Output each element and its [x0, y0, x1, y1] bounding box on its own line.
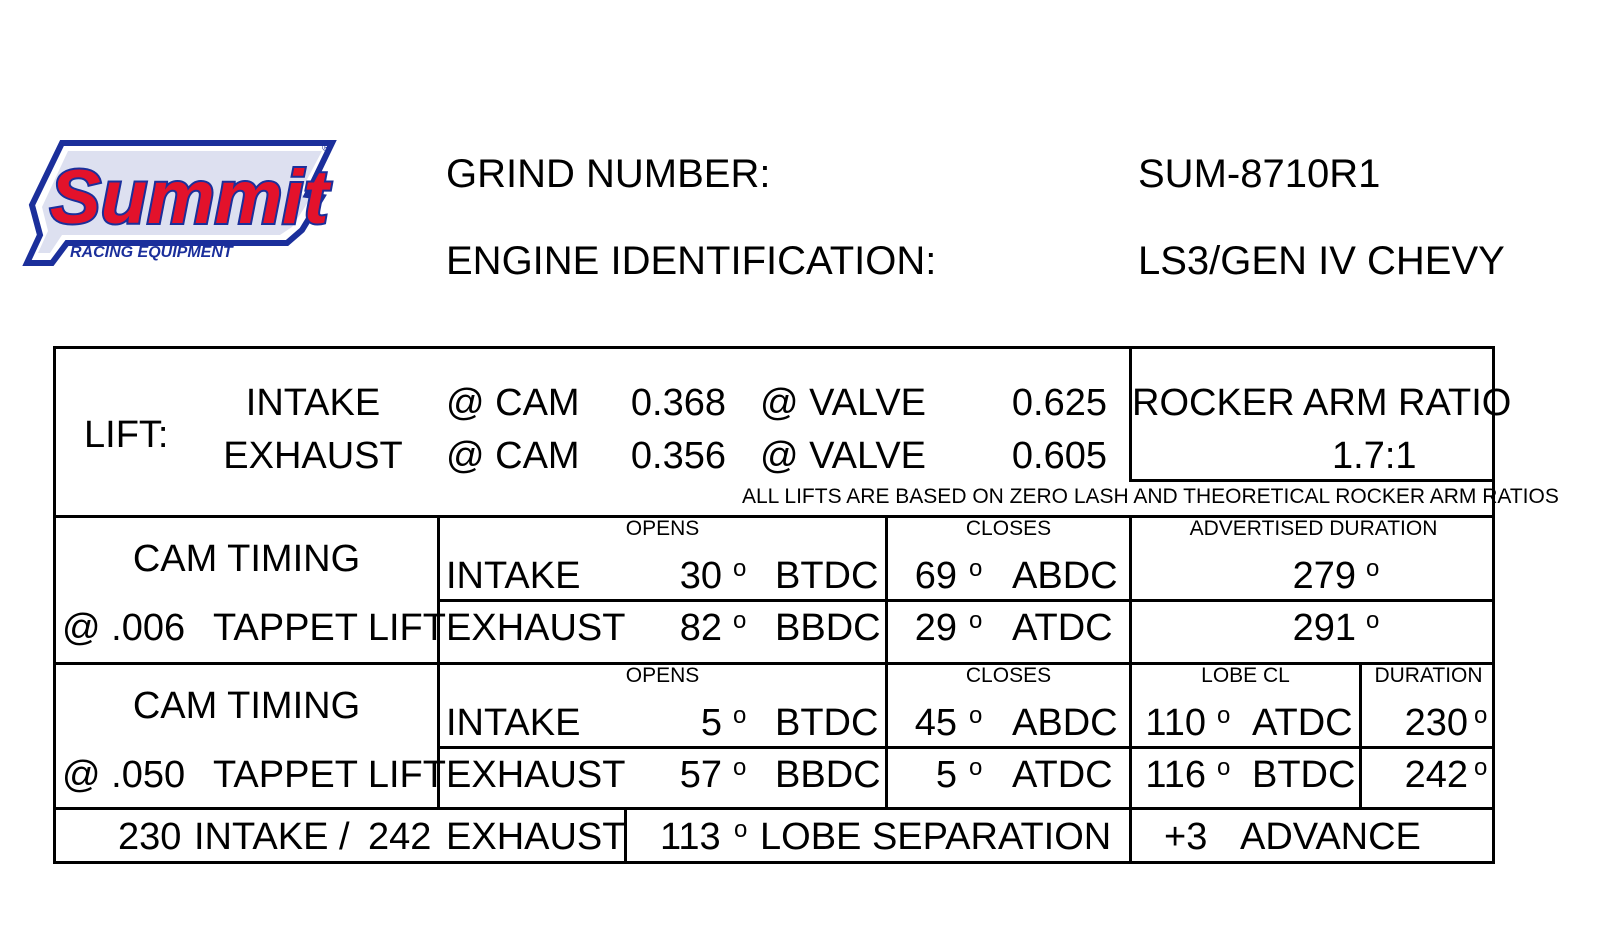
lift-note: ALL LIFTS ARE BASED ON ZERO LASH AND THEORETICAL ROCKER ARM RATIOS: [742, 485, 1559, 508]
summary-lobe-separation-label: LOBE SEPARATION: [760, 816, 1112, 858]
timing050-exhaust-opens-ref: BBDC: [775, 754, 881, 796]
lift-intake-at-valve: @ VALVE: [760, 382, 927, 424]
engine-id-value: LS3/GEN IV CHEVY: [1138, 239, 1505, 283]
timing050-exhaust-lobe-ref: BTDC: [1252, 754, 1356, 796]
degree-symbol: o: [969, 702, 983, 729]
timing006-exhaust-closes-ref: ATDC: [1012, 607, 1113, 649]
timing006-exhaust-opens-ref: BBDC: [775, 607, 881, 649]
degree-symbol: o: [733, 555, 747, 582]
timing050-intake-opens: 5: [700, 702, 722, 744]
timing050-intake-lobe: 110: [1145, 702, 1206, 744]
lift-intake-cam-value: 0.368: [630, 382, 726, 424]
timing050-exhaust-lobe: 116: [1145, 754, 1206, 796]
summary-exhaust-duration: 242: [368, 816, 432, 858]
lift-exhaust-valve-value: 0.605: [1011, 435, 1107, 477]
degree-symbol: o: [733, 607, 747, 634]
timing006-intake-label: INTAKE: [446, 555, 581, 597]
rocker-ratio-value: 1.7:1: [1332, 435, 1417, 477]
degree-symbol: o: [1474, 754, 1488, 781]
timing050-intake-label: INTAKE: [446, 702, 581, 744]
lift-intake-valve-value: 0.625: [1011, 382, 1107, 424]
timing006-tappet: TAPPET LIFT: [213, 607, 446, 649]
degree-symbol: o: [1366, 607, 1380, 634]
row-divider-2: [437, 599, 1495, 602]
summary-exhaust-label: EXHAUST: [446, 816, 626, 858]
timing050-intake-opens-ref: BTDC: [775, 702, 879, 744]
timing050-closes-header: CLOSES: [965, 664, 1052, 687]
timing006-duration-header: ADVERTISED DURATION: [1189, 517, 1438, 540]
summary-advance-value: +3: [1164, 816, 1208, 858]
timing006-intake-opens: 30: [679, 555, 722, 597]
timing050-title: CAM TIMING: [132, 685, 361, 727]
lift-intake-label: INTAKE: [245, 382, 381, 424]
rocker-divider: [1129, 479, 1495, 482]
degree-symbol: o: [1474, 702, 1488, 729]
timing050-exhaust-opens: 57: [679, 754, 722, 796]
lift-label: LIFT:: [84, 414, 169, 456]
grind-number-value: SUM-8710R1: [1138, 152, 1381, 196]
timing050-opens-header: OPENS: [625, 664, 700, 687]
summary-intake-duration: 230: [118, 816, 182, 858]
lift-exhaust-at-valve: @ VALVE: [760, 435, 927, 477]
timing006-exhaust-opens: 82: [679, 607, 722, 649]
row-divider-5: [53, 807, 1495, 810]
timing050-at: @ .050: [62, 754, 186, 796]
lift-intake-at-cam: @ CAM: [446, 382, 580, 424]
timing006-intake-closes-ref: ABDC: [1012, 555, 1118, 597]
degree-symbol: o: [1366, 555, 1380, 582]
timing050-exhaust-duration: 242: [1404, 754, 1468, 796]
engine-id-label: ENGINE IDENTIFICATION:: [446, 239, 937, 283]
timing006-opens-header: OPENS: [625, 517, 700, 540]
timing050-intake-closes: 45: [914, 702, 957, 744]
summary-advance-label: ADVANCE: [1240, 816, 1421, 858]
timing006-intake-opens-ref: BTDC: [775, 555, 879, 597]
timing050-intake-lobe-ref: ATDC: [1252, 702, 1353, 744]
timing050-intake-closes-ref: ABDC: [1012, 702, 1118, 744]
timing006-closes-header: CLOSES: [965, 517, 1052, 540]
timing050-exhaust-label: EXHAUST: [446, 754, 626, 796]
degree-symbol: o: [969, 555, 983, 582]
degree-symbol: o: [1217, 754, 1231, 781]
degree-symbol: o: [969, 754, 983, 781]
timing050-exhaust-closes-ref: ATDC: [1012, 754, 1113, 796]
lift-exhaust-label: EXHAUST: [223, 435, 403, 477]
timing006-exhaust-label: EXHAUST: [446, 607, 626, 649]
logo-tagline: RACING EQUIPMENT: [70, 244, 233, 261]
timing050-duration-header: DURATION: [1374, 664, 1483, 687]
timing050-intake-duration: 230: [1404, 702, 1468, 744]
timing006-exhaust-closes: 29: [914, 607, 957, 649]
timing006-intake-closes: 69: [914, 555, 957, 597]
summary-intake-label: INTAKE /: [194, 816, 350, 858]
logo-registered-mark: ®: [322, 142, 331, 154]
row-divider-4: [437, 746, 1495, 749]
summary-lobe-separation-value: 113: [660, 816, 721, 858]
degree-symbol: o: [733, 702, 747, 729]
timing006-exhaust-duration: 291: [1292, 607, 1356, 649]
grind-number-label: GRIND NUMBER:: [446, 152, 771, 196]
timing050-tappet: TAPPET LIFT: [213, 754, 446, 796]
degree-symbol: o: [733, 754, 747, 781]
timing006-at: @ .006: [62, 607, 186, 649]
timing006-title: CAM TIMING: [132, 538, 361, 580]
degree-symbol: o: [969, 607, 983, 634]
col-divider-b: [885, 515, 888, 809]
logo-brand-text: Summit: [50, 155, 329, 240]
col-divider-c: [1129, 515, 1132, 864]
timing050-lobe-header: LOBE CL: [1201, 664, 1290, 687]
lift-exhaust-at-cam: @ CAM: [446, 435, 580, 477]
summit-logo: [22, 135, 342, 270]
rocker-ratio-label: ROCKER ARM RATIO: [1132, 382, 1512, 424]
logo-emblem-icon: [27, 142, 332, 263]
degree-symbol: o: [734, 816, 748, 843]
degree-symbol: o: [1217, 702, 1231, 729]
timing050-exhaust-closes: 5: [935, 754, 957, 796]
lift-exhaust-cam-value: 0.356: [630, 435, 726, 477]
timing006-intake-duration: 279: [1292, 555, 1356, 597]
